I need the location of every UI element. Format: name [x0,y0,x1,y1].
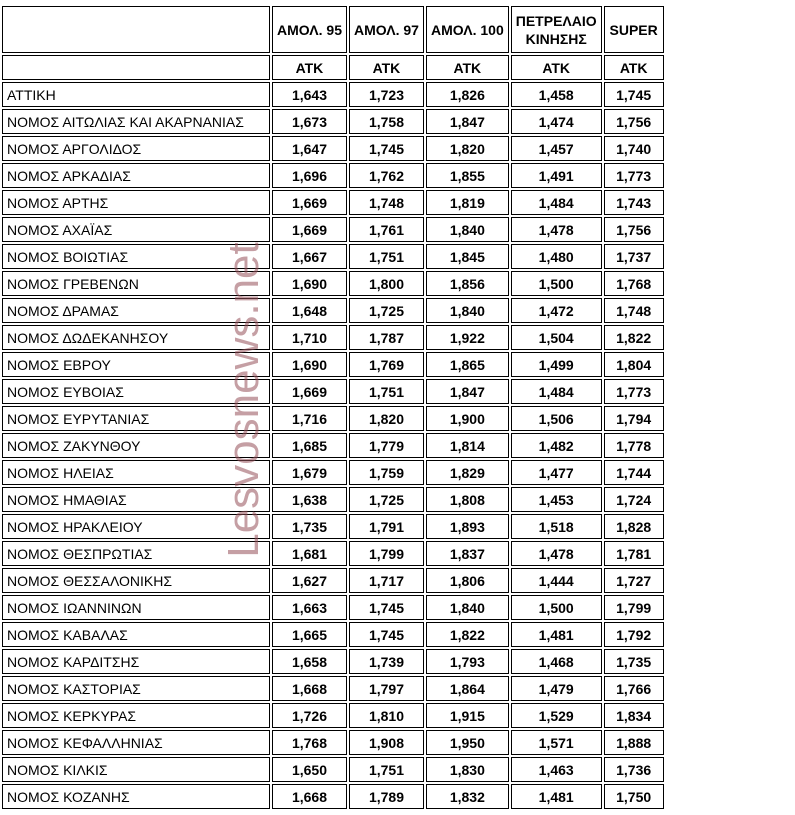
price-cell-amol100: 1,793 [426,649,509,674]
price-cell-diesel: 1,478 [511,217,602,242]
region-name-cell: ΝΟΜΟΣ ΑΡΤΗΣ [2,190,270,215]
price-cell-amol97: 1,820 [349,406,424,431]
price-cell-amol95: 1,668 [272,676,347,701]
table-row [2,703,664,728]
region-name-cell: ΝΟΜΟΣ ΚΑΒΑΛΑΣ [2,622,270,647]
price-cell-amol97: 1,745 [349,622,424,647]
watermark-text: Lesvosnews.net [219,242,268,558]
table-row [2,406,664,431]
subheader-diesel: ΑΤΚ [511,55,602,80]
price-cell-amol95: 1,638 [272,487,347,512]
region-name-cell: ΝΟΜΟΣ ΘΕΣΠΡΩΤΙΑΣ [2,541,270,566]
fuel-price-table [0,4,666,811]
price-cell-diesel: 1,480 [511,244,602,269]
price-cell-super: 1,748 [604,298,664,323]
region-name-cell: ΝΟΜΟΣ ΚΕΦΑΛΛΗΝΙΑΣ [2,730,270,755]
table-row [2,352,664,377]
price-cell-amol100: 1,856 [426,271,509,296]
price-cell-amol95: 1,726 [272,703,347,728]
price-cell-amol95: 1,681 [272,541,347,566]
price-cell-amol100: 1,808 [426,487,509,512]
region-name-cell: ΝΟΜΟΣ ΕΥΡΥΤΑΝΙΑΣ [2,406,270,431]
region-name-cell: ΝΟΜΟΣ ΔΩΔΕΚΑΝΗΣΟΥ [2,325,270,350]
region-name-cell: ΝΟΜΟΣ ΑΙΤΩΛΙΑΣ ΚΑΙ ΑΚΑΡΝΑΝΙΑΣ [2,109,270,134]
price-cell-super: 1,735 [604,649,664,674]
table-row [2,568,664,593]
price-cell-diesel: 1,504 [511,325,602,350]
price-cell-diesel: 1,458 [511,82,602,107]
price-cell-diesel: 1,484 [511,379,602,404]
region-name-cell: ΑΤΤΙΚΗ [2,82,270,107]
region-name-cell: ΝΟΜΟΣ ΖΑΚΥΝΘΟΥ [2,433,270,458]
price-cell-super: 1,768 [604,271,664,296]
table-body [2,82,664,809]
price-cell-amol97: 1,745 [349,595,424,620]
price-cell-amol100: 1,837 [426,541,509,566]
price-cell-amol95: 1,643 [272,82,347,107]
price-cell-amol97: 1,739 [349,649,424,674]
price-cell-amol97: 1,762 [349,163,424,188]
price-cell-amol97: 1,779 [349,433,424,458]
price-cell-diesel: 1,491 [511,163,602,188]
region-name-cell: ΝΟΜΟΣ ΚΑΡΔΙΤΣΗΣ [2,649,270,674]
price-cell-diesel: 1,457 [511,136,602,161]
region-name-cell: ΝΟΜΟΣ ΗΜΑΘΙΑΣ [2,487,270,512]
table-row [2,487,664,512]
price-cell-super: 1,737 [604,244,664,269]
price-cell-diesel: 1,463 [511,757,602,782]
header-diesel: ΠΕΤΡΕΛΑΙΟ ΚΙΝΗΣΗΣ [511,6,602,53]
price-cell-amol100: 1,893 [426,514,509,539]
price-cell-super: 1,781 [604,541,664,566]
price-cell-amol100: 1,855 [426,163,509,188]
price-cell-amol100: 1,840 [426,595,509,620]
subheader-row [2,55,664,80]
price-cell-super: 1,794 [604,406,664,431]
price-cell-amol95: 1,648 [272,298,347,323]
table-row [2,217,664,242]
table-row [2,109,664,134]
region-name-cell: ΝΟΜΟΣ ΘΕΣΣΑΛΟΝΙΚΗΣ [2,568,270,593]
price-cell-super: 1,828 [604,514,664,539]
price-cell-amol100: 1,845 [426,244,509,269]
price-cell-amol95: 1,690 [272,352,347,377]
subheader-blank-cell [2,55,270,80]
price-cell-amol100: 1,806 [426,568,509,593]
price-cell-amol95: 1,735 [272,514,347,539]
price-cell-amol97: 1,759 [349,460,424,485]
region-name-cell: ΝΟΜΟΣ ΔΡΑΜΑΣ [2,298,270,323]
price-cell-amol100: 1,830 [426,757,509,782]
price-cell-super: 1,727 [604,568,664,593]
header-row [2,6,664,53]
price-cell-amol95: 1,669 [272,379,347,404]
price-cell-diesel: 1,518 [511,514,602,539]
table-row [2,676,664,701]
price-cell-super: 1,778 [604,433,664,458]
price-cell-amol100: 1,915 [426,703,509,728]
subheader-amol100: ΑΤΚ [426,55,509,80]
table-row [2,757,664,782]
price-cell-super: 1,736 [604,757,664,782]
price-cell-amol100: 1,900 [426,406,509,431]
price-cell-super: 1,766 [604,676,664,701]
price-cell-amol95: 1,647 [272,136,347,161]
region-name-cell: ΝΟΜΟΣ ΑΡΓΟΛΙΔΟΣ [2,136,270,161]
price-cell-amol100: 1,922 [426,325,509,350]
region-name-cell: ΝΟΜΟΣ ΓΡΕΒΕΝΩΝ [2,271,270,296]
subheader-amol95: ΑΤΚ [272,55,347,80]
table-row [2,163,664,188]
price-cell-amol97: 1,751 [349,757,424,782]
header-super: SUPER [604,6,664,53]
price-cell-amol100: 1,819 [426,190,509,215]
price-cell-amol95: 1,768 [272,730,347,755]
table-row [2,325,664,350]
region-name-cell: ΝΟΜΟΣ ΚΕΡΚΥΡΑΣ [2,703,270,728]
header-amol97: ΑΜΟΛ. 97 [349,6,424,53]
header-amol95: ΑΜΟΛ. 95 [272,6,347,53]
price-cell-amol100: 1,826 [426,82,509,107]
price-cell-amol97: 1,725 [349,298,424,323]
price-cell-super: 1,799 [604,595,664,620]
price-cell-amol97: 1,789 [349,784,424,809]
price-cell-amol97: 1,769 [349,352,424,377]
region-name-cell: ΝΟΜΟΣ ΙΩΑΝΝΙΝΩΝ [2,595,270,620]
price-cell-amol97: 1,810 [349,703,424,728]
region-name-cell: ΝΟΜΟΣ ΑΡΚΑΔΙΑΣ [2,163,270,188]
price-cell-amol95: 1,658 [272,649,347,674]
region-name-cell: ΝΟΜΟΣ ΚΙΛΚΙΣ [2,757,270,782]
price-cell-amol97: 1,745 [349,136,424,161]
table-row [2,433,664,458]
price-cell-amol97: 1,797 [349,676,424,701]
price-cell-super: 1,792 [604,622,664,647]
region-name-cell: ΝΟΜΟΣ ΗΡΑΚΛΕΙΟΥ [2,514,270,539]
table-row [2,298,664,323]
table-row [2,730,664,755]
price-cell-amol95: 1,673 [272,109,347,134]
price-cell-amol95: 1,627 [272,568,347,593]
table-row [2,460,664,485]
price-cell-diesel: 1,478 [511,541,602,566]
table-row [2,541,664,566]
price-cell-diesel: 1,529 [511,703,602,728]
price-cell-amol100: 1,847 [426,109,509,134]
price-cell-amol100: 1,950 [426,730,509,755]
subheader-super: ΑΤΚ [604,55,664,80]
price-cell-amol97: 1,800 [349,271,424,296]
table-row [2,784,664,809]
price-cell-amol95: 1,716 [272,406,347,431]
region-name-cell: ΝΟΜΟΣ ΗΛΕΙΑΣ [2,460,270,485]
price-cell-amol95: 1,669 [272,217,347,242]
price-cell-amol100: 1,847 [426,379,509,404]
region-name-cell: ΝΟΜΟΣ ΒΟΙΩΤΙΑΣ [2,244,270,269]
price-cell-amol95: 1,696 [272,163,347,188]
table-row [2,622,664,647]
table-row [2,136,664,161]
price-cell-amol95: 1,668 [272,784,347,809]
price-cell-diesel: 1,472 [511,298,602,323]
price-cell-diesel: 1,453 [511,487,602,512]
price-cell-diesel: 1,571 [511,730,602,755]
price-cell-super: 1,804 [604,352,664,377]
price-cell-amol95: 1,663 [272,595,347,620]
price-cell-amol100: 1,820 [426,136,509,161]
price-cell-amol97: 1,791 [349,514,424,539]
price-cell-amol95: 1,650 [272,757,347,782]
price-cell-amol95: 1,667 [272,244,347,269]
table-row [2,595,664,620]
region-name-cell: ΝΟΜΟΣ ΕΥΒΟΙΑΣ [2,379,270,404]
table-row [2,514,664,539]
price-cell-amol95: 1,669 [272,190,347,215]
price-cell-diesel: 1,444 [511,568,602,593]
price-cell-amol97: 1,799 [349,541,424,566]
table-row [2,244,664,269]
price-cell-diesel: 1,500 [511,595,602,620]
region-name-cell: ΝΟΜΟΣ ΚΟΖΑΝΗΣ [2,784,270,809]
region-name-cell: ΝΟΜΟΣ ΕΒΡΟΥ [2,352,270,377]
price-cell-amol97: 1,908 [349,730,424,755]
price-cell-super: 1,773 [604,379,664,404]
price-cell-super: 1,743 [604,190,664,215]
price-cell-super: 1,724 [604,487,664,512]
table-row [2,82,664,107]
price-cell-amol97: 1,725 [349,487,424,512]
price-cell-amol95: 1,685 [272,433,347,458]
table-row [2,649,664,674]
price-cell-amol100: 1,864 [426,676,509,701]
price-cell-diesel: 1,481 [511,622,602,647]
price-cell-super: 1,822 [604,325,664,350]
table-row [2,190,664,215]
price-cell-amol100: 1,840 [426,217,509,242]
price-cell-amol100: 1,814 [426,433,509,458]
price-cell-amol95: 1,710 [272,325,347,350]
price-cell-diesel: 1,477 [511,460,602,485]
price-cell-amol97: 1,787 [349,325,424,350]
price-cell-super: 1,834 [604,703,664,728]
price-cell-amol100: 1,822 [426,622,509,647]
price-cell-amol97: 1,748 [349,190,424,215]
price-cell-super: 1,756 [604,217,664,242]
price-cell-super: 1,750 [604,784,664,809]
price-cell-amol97: 1,723 [349,82,424,107]
price-cell-amol95: 1,690 [272,271,347,296]
price-cell-amol97: 1,751 [349,244,424,269]
header-amol100: ΑΜΟΛ. 100 [426,6,509,53]
price-cell-super: 1,744 [604,460,664,485]
price-cell-diesel: 1,479 [511,676,602,701]
subheader-amol97: ΑΤΚ [349,55,424,80]
price-cell-diesel: 1,484 [511,190,602,215]
table-row [2,271,664,296]
price-cell-diesel: 1,506 [511,406,602,431]
price-cell-amol97: 1,758 [349,109,424,134]
price-cell-diesel: 1,474 [511,109,602,134]
price-cell-amol97: 1,717 [349,568,424,593]
price-cell-diesel: 1,481 [511,784,602,809]
price-cell-diesel: 1,500 [511,271,602,296]
region-name-cell: ΝΟΜΟΣ ΑΧΑΪΑΣ [2,217,270,242]
price-cell-amol100: 1,832 [426,784,509,809]
price-cell-amol97: 1,751 [349,379,424,404]
price-cell-super: 1,756 [604,109,664,134]
price-cell-super: 1,745 [604,82,664,107]
price-cell-amol100: 1,840 [426,298,509,323]
price-cell-amol97: 1,761 [349,217,424,242]
price-cell-diesel: 1,468 [511,649,602,674]
price-cell-super: 1,773 [604,163,664,188]
price-cell-super: 1,740 [604,136,664,161]
table-row [2,379,664,404]
region-name-cell: ΝΟΜΟΣ ΚΑΣΤΟΡΙΑΣ [2,676,270,701]
header-blank-cell [2,6,270,53]
price-cell-diesel: 1,499 [511,352,602,377]
price-cell-amol100: 1,865 [426,352,509,377]
price-cell-amol95: 1,665 [272,622,347,647]
price-cell-super: 1,888 [604,730,664,755]
price-cell-amol100: 1,829 [426,460,509,485]
price-cell-diesel: 1,482 [511,433,602,458]
price-cell-amol95: 1,679 [272,460,347,485]
